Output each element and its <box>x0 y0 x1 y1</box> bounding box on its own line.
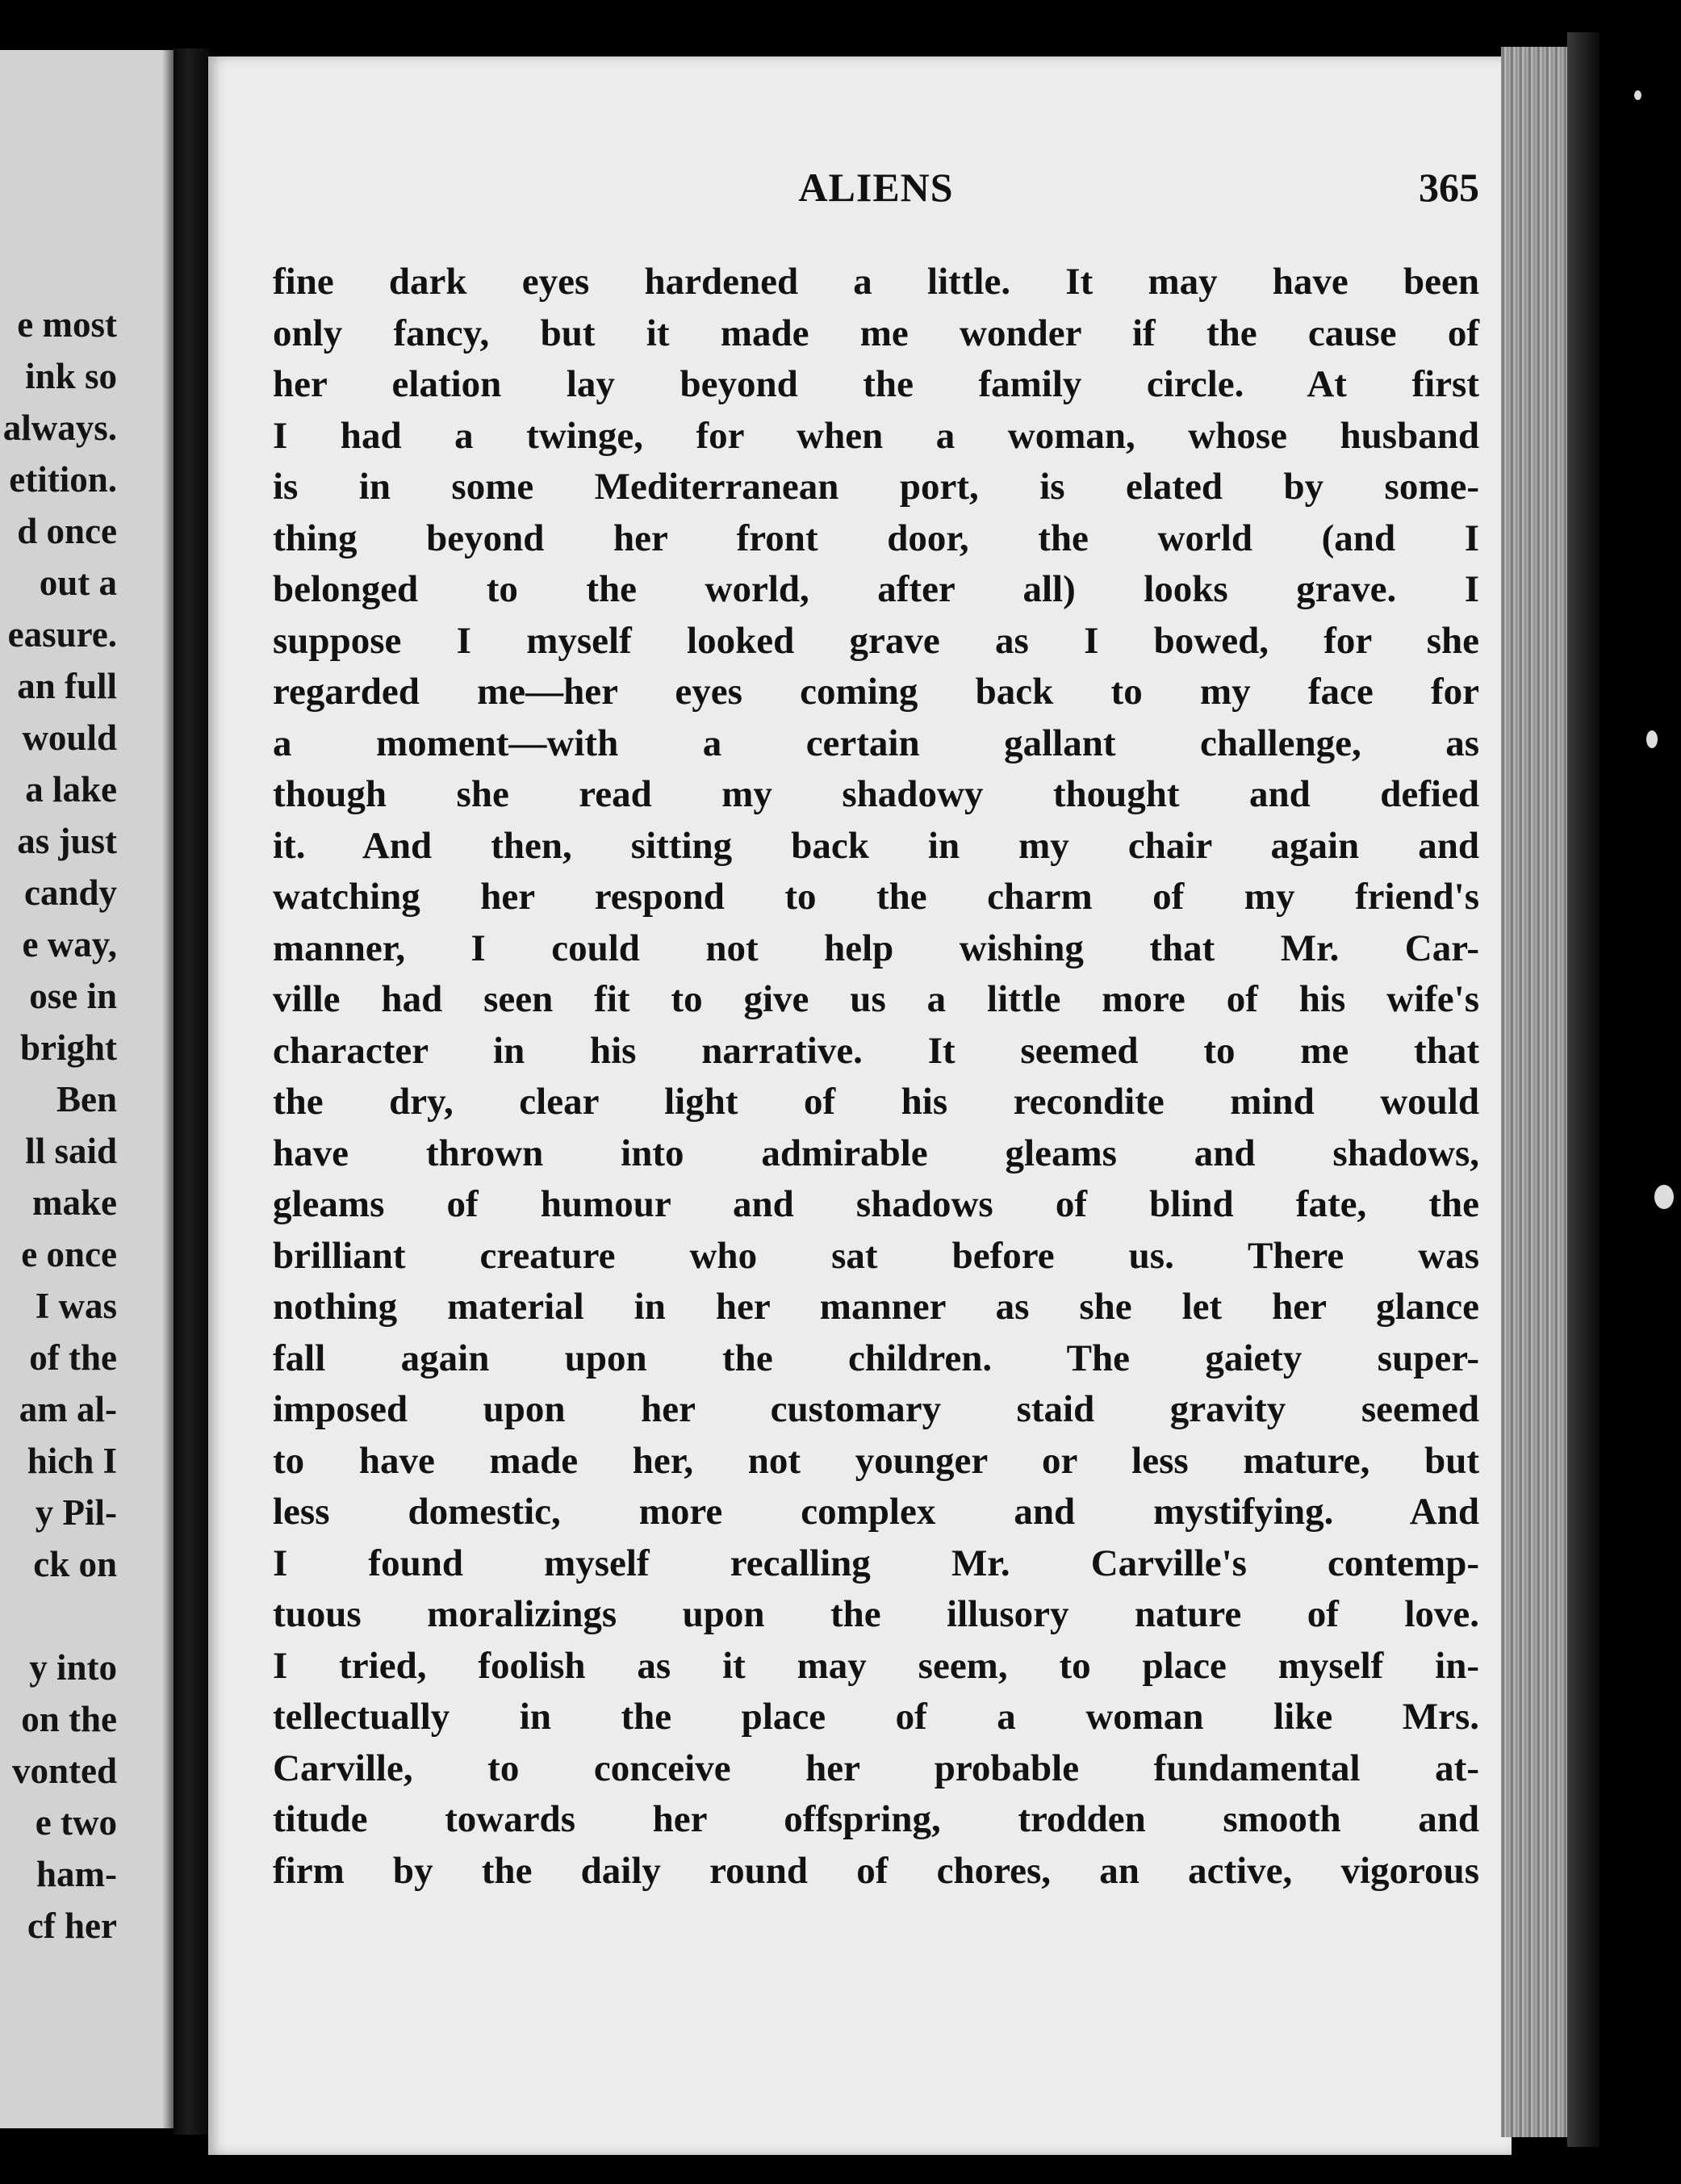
left-page-line: candy <box>23 872 117 913</box>
text-line: suppose I myself looked grave as I bowed, for she <box>273 619 1479 662</box>
text-line: have thrown into admirable gleams and shadows, <box>273 1132 1479 1174</box>
running-title: ALIENS <box>798 165 954 210</box>
running-head <box>273 164 1479 228</box>
text-line: belonged to the world, after all) looks grave. I <box>273 568 1479 610</box>
text-line: tuous moralizings upon the illusory nature of love. <box>273 1593 1479 1635</box>
left-page-line: ham- <box>36 1854 117 1894</box>
left-page-line: an full <box>17 666 117 706</box>
text-line: a moment—with a certain gallant challenge, as <box>273 722 1479 764</box>
text-line: fine dark eyes hardened a little. It may have been <box>273 261 1479 303</box>
text-line: though she read my shadowy thought and defied <box>273 773 1479 815</box>
left-page-line: y into <box>29 1647 117 1688</box>
text-line: watching her respond to the charm of my friend's <box>273 876 1479 918</box>
left-page-line: make <box>32 1182 117 1223</box>
text-line: the dry, clear light of his recondite mind would <box>273 1081 1479 1123</box>
left-page-line: y Pil- <box>35 1492 117 1533</box>
left-page-line: e once <box>21 1234 117 1274</box>
left-page-line: ck on <box>33 1544 117 1584</box>
text-line: Carville, to conceive her probable fundamental at- <box>273 1747 1479 1789</box>
book-spine <box>174 48 210 2135</box>
gutter-shadow <box>162 50 174 2128</box>
left-page-line: d once <box>17 511 117 551</box>
text-line: to have made her, not younger or less mature, but <box>273 1439 1479 1482</box>
text-line: fall again upon the children. The gaiety super- <box>273 1337 1479 1379</box>
left-page-line: would <box>22 718 117 758</box>
text-line: imposed upon her customary staid gravity seemed <box>273 1388 1479 1430</box>
left-page-line: of the <box>29 1337 117 1378</box>
text-line: is in some Mediterranean port, is elated by some- <box>273 466 1479 508</box>
left-page-line: ink so <box>25 356 117 396</box>
text-line: I tried, foolish as it may seem, to place myself in- <box>273 1644 1479 1687</box>
left-page-line: a lake <box>25 769 117 810</box>
left-page-line: I was <box>35 1286 117 1326</box>
text-line: less domestic, more complex and mystifying. And <box>273 1491 1479 1533</box>
left-page-line: vonted <box>11 1751 117 1791</box>
text-line: gleams of humour and shadows of blind fate, the <box>273 1183 1479 1225</box>
text-line: ville had seen fit to give us a little more of his wife's <box>273 978 1479 1020</box>
text-line: only fancy, but it made me wonder if the cause of <box>273 312 1479 354</box>
left-page-line: cf her <box>27 1906 117 1946</box>
left-page-line: out a <box>39 563 117 603</box>
left-page-text <box>3 299 117 1952</box>
text-line: brilliant creature who sat before us. There was <box>273 1234 1479 1277</box>
left-page-line: am al- <box>19 1389 117 1429</box>
left-page-line: ose in <box>29 976 117 1016</box>
left-page-line: as just <box>17 821 117 861</box>
text-line: character in his narrative. It seemed to me that <box>273 1029 1479 1072</box>
facing-left-page <box>0 50 174 2128</box>
left-page-line: on the <box>21 1699 117 1739</box>
left-page-line: ll said <box>25 1131 117 1171</box>
book-page <box>208 56 1512 2155</box>
text-line: thing beyond her front door, the world (and I <box>273 517 1479 559</box>
book-cover-edge <box>1567 32 1599 2147</box>
text-line: firm by the daily round of chores, an active, vigorous <box>273 1849 1479 1892</box>
text-line: her elation lay beyond the family circle. At first <box>273 363 1479 405</box>
left-page-line: e most <box>17 304 117 345</box>
left-page-line: Ben <box>56 1079 117 1119</box>
page-number: 365 <box>1419 165 1479 210</box>
dust-speck <box>1646 730 1658 748</box>
text-line: nothing material in her manner as she let her glance <box>273 1286 1479 1328</box>
dust-speck <box>1654 1185 1674 1209</box>
left-page-line: e two <box>35 1802 117 1843</box>
left-page-line: always. <box>2 408 117 448</box>
left-page-line: e way, <box>22 924 117 964</box>
dust-speck <box>1634 90 1641 100</box>
page-block-edge <box>1501 47 1567 2137</box>
left-page-line: easure. <box>7 614 117 655</box>
text-line: I had a twinge, for when a woman, whose husband <box>273 414 1479 457</box>
text-line: tellectually in the place of a woman like Mrs. <box>273 1696 1479 1738</box>
left-page-line <box>3 1590 117 1642</box>
body-text <box>273 257 1479 1897</box>
text-line: manner, I could not help wishing that Mr. Car- <box>273 927 1479 969</box>
left-page-line: bright <box>19 1027 117 1068</box>
text-line: titude towards her offspring, trodden smooth and <box>273 1798 1479 1840</box>
text-line: I found myself recalling Mr. Carville's contemp- <box>273 1542 1479 1584</box>
left-page-line: hich I <box>27 1441 117 1481</box>
text-line: regarded me—her eyes coming back to my face for <box>273 671 1479 713</box>
left-page-line: etition. <box>9 459 117 500</box>
text-line: it. And then, sitting back in my chair again and <box>273 824 1479 867</box>
